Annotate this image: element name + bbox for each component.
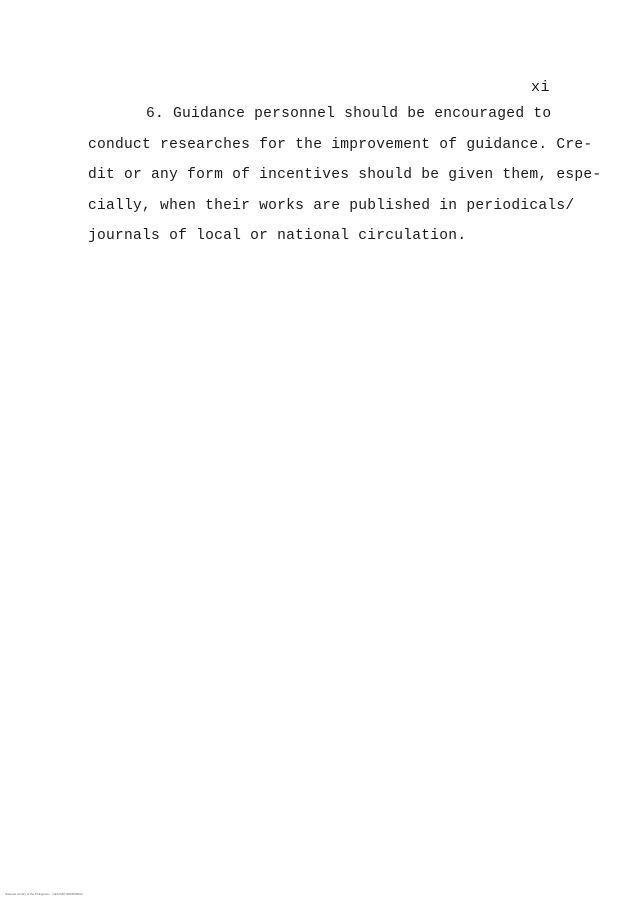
- paragraph-line: cially, when their works are published in periodicals/: [88, 197, 575, 214]
- recommendation-paragraph: [88, 99, 602, 252]
- paragraph-line: 6. Guidance personnel should be encouraged to: [146, 106, 552, 122]
- archive-stamp: National Library of the Philippines · OE/GSDT/2005/00002: [5, 892, 83, 896]
- paragraph-line: conduct researches for the improvement of guidance. Cre-: [88, 136, 593, 153]
- paragraph-line: journals of local or national circulation.: [88, 228, 467, 244]
- paragraph-line: dit or any form of incentives should be given them, espe-: [88, 167, 602, 183]
- page-number: xi: [531, 79, 551, 96]
